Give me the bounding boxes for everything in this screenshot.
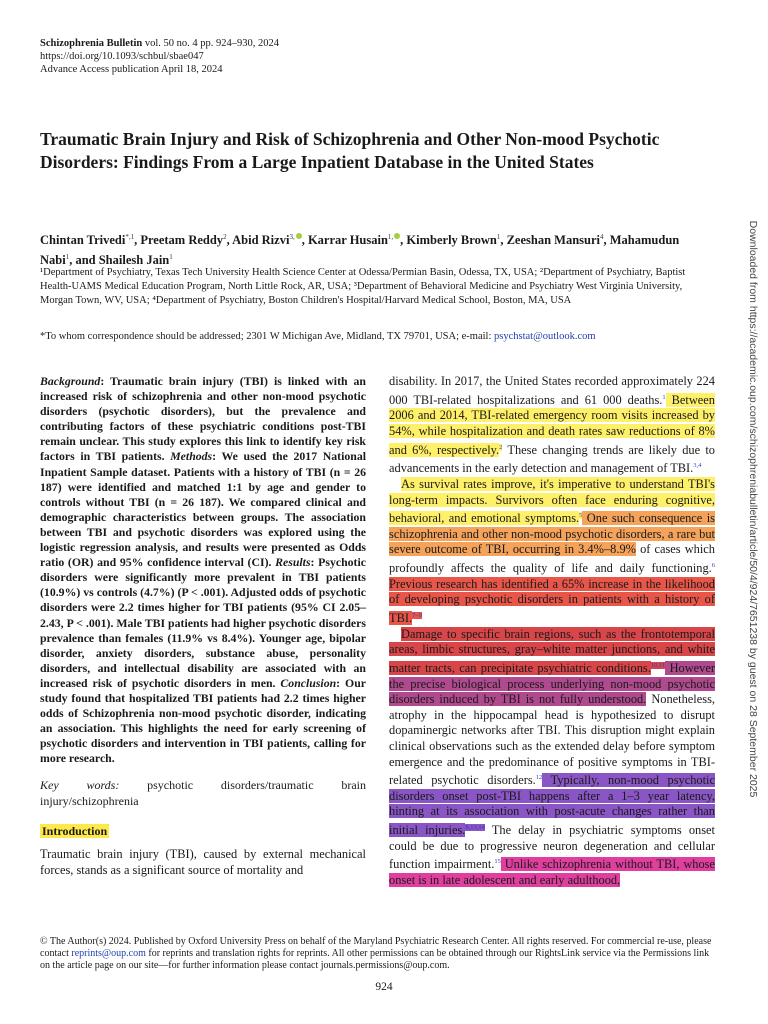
page-number: 924 bbox=[375, 981, 393, 993]
intro-paragraph: Traumatic brain injury (TBI), caused by external mechanical forces, stands as a significant source of mortality and bbox=[40, 846, 366, 877]
text-span: disability. In 2017, the United States recorded approximately 224 000 TBI-related hospitalizations and 61 000 deaths. bbox=[389, 374, 715, 407]
reference-link[interactable]: 6 bbox=[711, 562, 715, 570]
reference-link[interactable]: 7–9 bbox=[412, 611, 422, 619]
background-label: Background bbox=[40, 374, 101, 388]
keywords bbox=[40, 778, 366, 809]
text-span: of cases which profoundly affects the quality of life and daily functioning. bbox=[389, 542, 715, 576]
paragraph-2 bbox=[389, 477, 715, 627]
reference-link[interactable]: 10,11 bbox=[650, 661, 666, 669]
text-span: The delay in psychiatric symptoms onset could be due to progressive neuron degeneration and cellular function impairment. bbox=[389, 823, 715, 872]
affil-marker: 3, bbox=[289, 233, 295, 241]
journal-header bbox=[40, 37, 279, 76]
correspondence bbox=[40, 330, 714, 343]
author-name[interactable]: Mahamudun Nabi bbox=[40, 233, 680, 268]
highlight-purple: Typically, non-mood psychotic disorders onset post-TBI happens after a 1–3 year latency, hinting at its association with post-acute changes rather than initial injuries. bbox=[389, 773, 715, 838]
reference-link[interactable]: 15 bbox=[494, 858, 501, 866]
reference-link[interactable]: 2 bbox=[499, 443, 503, 451]
highlight-plum: However the precise biological process underlying non-mood psychotic disorders induced by TBI is not fully understood. bbox=[389, 660, 715, 707]
reference-link[interactable]: 5 bbox=[579, 512, 583, 520]
highlight-orange: One such consequence is schizophrenia and other non-mood psychotic disorders, a rare but severe outcome of TBI, occurring in 3.4%–8.9% bbox=[389, 511, 715, 557]
doi-link[interactable]: https://doi.org/10.1093/schbul/sbae047 bbox=[40, 51, 204, 62]
methods-text: : We used the 2017 National Inpatient Sample dataset. Patients with a history of TBI (n = 26 187) were identified and matched 1:1 by age and gender to controls without TBI (n = 26 187). We compared clinical and demographic characteristics between groups. The association between TBI and psychotic disorders was explored using the logistic regression analysis, and results were presented as Odds ratio (OR) and 95% confidence interval (CI). bbox=[40, 449, 366, 570]
download-watermark bbox=[738, 200, 759, 820]
background-text: : Traumatic brain injury (TBI) is linked with an increased risk of schizophrenia and other non-mood psychotic disorders (psychotic disorders), but the prevalence and contributing factors of these psychiatric conditions post-TBI remain unclear. This study explores this link to identify key risk factors in TBI patients. bbox=[40, 374, 366, 464]
author-name[interactable]: Abid Rizvi bbox=[232, 233, 290, 248]
abstract bbox=[40, 374, 366, 766]
methods-label: Methods bbox=[170, 449, 213, 464]
conclusion-label: Conclusion bbox=[280, 675, 337, 690]
keywords-text: psychotic disorders/traumatic brain injury/schizophrenia bbox=[40, 778, 366, 808]
journal-issue: vol. 50 no. 4 pp. 924–930, 2024 bbox=[142, 38, 279, 49]
author-name[interactable]: Shailesh Jain bbox=[98, 253, 170, 268]
affil-marker: 1 bbox=[169, 253, 173, 262]
email-link[interactable]: psychstat@outlook.com bbox=[494, 331, 596, 342]
affil-marker: 1, bbox=[387, 233, 394, 241]
highlight-yellow: As survival rates improve, it's imperative to understand TBI's long-term impacts. Survivors often face enduring cognitive, behavioral, and emotional symptoms. bbox=[389, 476, 715, 526]
reprints-email-link[interactable]: reprints@oup.com bbox=[71, 948, 146, 960]
reference-link[interactable]: 3,4 bbox=[693, 462, 702, 470]
correspondence-text: *To whom correspondence should be addressed; 2301 W Michigan Ave, Midland, TX 79701, USA; e-mail: bbox=[40, 331, 494, 342]
affiliations: ¹Department of Psychiatry, Texas Tech University Health Science Center at Odessa/Permian Basin, Odessa, TX, USA; ²Department of Psychiatry, Baptist Health-UAMS Medical Education Program, North Little Rock, AR, USA; ³Department of Behavioral Medicine and Psychiatry West Virginia University, Morgan Town, WV, USA; ⁴Department of Psychiatry, Boston Children's Hospital/Harvard Medical School, Boston, MA, USA bbox=[40, 267, 686, 306]
orcid-icon[interactable] bbox=[296, 233, 302, 239]
copyright-footer bbox=[40, 936, 720, 973]
text-span: These changing trends are likely due to advancements in the early detection and management of TBI. bbox=[389, 442, 715, 476]
journal-name: Schizophrenia Bulletin bbox=[40, 38, 143, 49]
reference-link[interactable]: 8,13,14 bbox=[465, 824, 485, 832]
affil-marker: 1 bbox=[65, 253, 70, 262]
left-column bbox=[40, 374, 366, 878]
highlight-yellow: Between 2006 and 2014, TBI-related emergency room visits increased by 54%, while hospitalization and death rates saw reductions of 8% and 6%, respectively. bbox=[389, 392, 715, 457]
affil-marker: 4 bbox=[600, 233, 604, 241]
highlight-magenta: Unlike schizophrenia without TBI, whose onset is in late adolescent and early adulthood, bbox=[389, 857, 715, 888]
highlight-red: Damage to specific brain regions, such as the frontotemporal areas, limbic structures, gray–white matter junctions, and white matter tracts, can precipitate psychiatric conditions. bbox=[389, 626, 715, 675]
author-name[interactable]: Chintan Trivedi bbox=[40, 233, 126, 248]
results-label: Results bbox=[275, 555, 311, 570]
author-name[interactable]: Karrar Husain bbox=[307, 233, 388, 248]
advance-access: Advance Access publication April 18, 2024 bbox=[40, 64, 223, 75]
copyright-text: © The Author(s) 2024. Published by Oxford University Press on behalf of the Maryland Psychiatric Research Center. All rights reserved. For commercial re-use, please contact bbox=[40, 936, 712, 960]
affil-marker: 1 bbox=[496, 233, 501, 241]
intro-heading-text: Introduction bbox=[42, 824, 108, 839]
author-name[interactable]: Kimberly Brown bbox=[406, 233, 497, 248]
download-note: Downloaded from https://academic.oup.com/schizophreniabulletin/article/50/4/924/7651238 by guest on 28 September 2025 bbox=[747, 220, 759, 798]
paragraph-3 bbox=[389, 627, 715, 889]
paragraph-1 bbox=[389, 374, 715, 477]
reference-link[interactable]: 12 bbox=[535, 774, 543, 782]
author-list: Chintan Trivedi$^{*,1}$, Preetam Reddy$^2$, Abid Rizvi$^{3,}$ , Karrar Husain$^{1,}$ , Kimberly Brown$^1$, Zeeshan Mansuri$^4$, Mahamudun Nabi$^1$, and Shailesh Jain$^1$ bbox=[40, 233, 680, 268]
highlight-red: Previous research has identified a 65% increase in the likelihood of developing psychotic disorders in patients with a history of TBI. bbox=[389, 576, 715, 626]
affil-marker: *,1 bbox=[125, 233, 135, 241]
keywords-label: Key words: bbox=[40, 778, 120, 793]
right-column bbox=[389, 374, 715, 889]
article-title: Traumatic Brain Injury and Risk of Schizophrenia and Other Non-mood Psychotic Disorders: Findings From a Large Inpatient Database in the United States bbox=[40, 129, 660, 172]
conclusion-text: : Our study found that hospitalized TBI patients had 2.2 times higher odds of Schizophrenia non-mood psychotic disorder, indicating an association. This highlights the need for early screening of psychotic disorders and intervention in TBI patients, calling for more research. bbox=[40, 675, 366, 766]
author-name[interactable]: Preetam Reddy bbox=[140, 233, 224, 248]
reference-link[interactable]: 1 bbox=[662, 393, 666, 401]
affil-marker: 2 bbox=[223, 233, 227, 241]
text-span: Nonetheless, atrophy in the hippocampal head is hypothesized to disrupt dopaminergic networks after TBI. This disruption might explain clinical observations such as the extended delay before symptom emergence and the predominance of positive symptoms in TBI-related psychotic disorders. bbox=[389, 692, 715, 788]
author-name[interactable]: Zeeshan Mansuri bbox=[506, 233, 600, 248]
section-heading-introduction bbox=[40, 824, 366, 839]
orcid-icon[interactable] bbox=[394, 233, 400, 239]
copyright-text: for reprints and translation rights for reprints. All other permissions can be obtained through our RightsLink service via the Permissions link on the article page on our site—for further information please contact journals.permissions@oup.com. bbox=[40, 948, 710, 972]
results-text: : Psychotic disorders were significantly more prevalent in TBI patients (10.9%) vs controls (4.7%) (P < .001). Adjusted odds of psychotic disorders were 2.2 times higher for TBI patients (95% CI 2.05–2.43, P < .001). Male TBI patients had higher psychotic disorders prevalence than females (11.9% vs 8.4%). Younger age, bipolar disorder, anxiety disorders, substance abuse, personality disorders, and intellectual disability are associated with an increased risk of psychotic disorders in men. bbox=[40, 555, 366, 690]
